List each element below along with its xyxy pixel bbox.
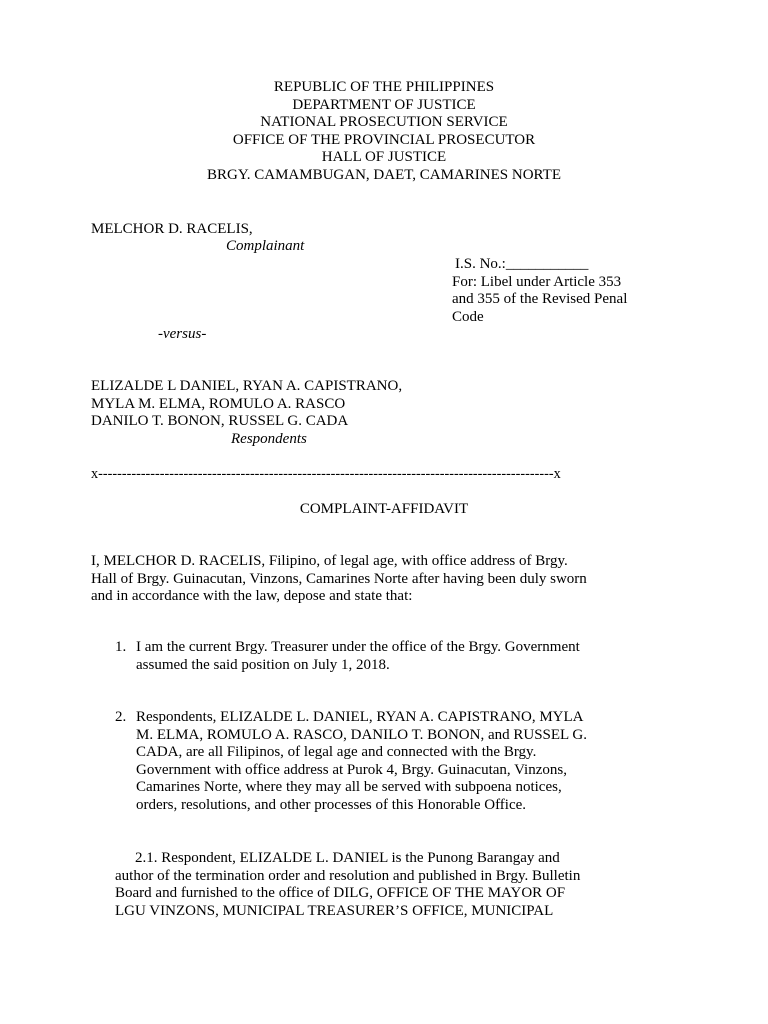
intro-line1: I, MELCHOR D. RACELIS, Filipino, of legal age, with office address of Brgy. xyxy=(91,553,568,569)
item1-number: 1. xyxy=(115,639,127,655)
item2-text xyxy=(136,709,587,815)
item2-line3: CADA, are all Filipinos, of legal age and connected with the Brgy. xyxy=(136,744,537,761)
case-offense-line3: Code xyxy=(452,308,484,325)
complainant-name: MELCHOR D. RACELIS, xyxy=(91,221,253,237)
case-offense-line2: and 355 of the Revised Penal xyxy=(452,291,628,307)
respondents-role: Respondents xyxy=(231,430,307,447)
header-hall: HALL OF JUSTICE xyxy=(321,149,447,165)
intro-line3: and in accordance with the law, depose and state that: xyxy=(91,588,413,605)
item2-line5: Camarines Norte, where they may all be served with subpoena notices, xyxy=(136,779,562,796)
item1-line2: assumed the said position on July 1, 2018. xyxy=(136,656,390,673)
item2-1-line2: author of the termination order and resolution and published in Brgy. Bulletin xyxy=(115,867,581,884)
header-department: DEPARTMENT OF JUSTICE xyxy=(292,96,476,113)
case-is-number: I.S. No.:___________ xyxy=(455,256,589,272)
item1-line1: I am the current Brgy. Treasurer under the office of the Brgy. Government xyxy=(136,639,580,655)
respondents-line2: MYLA M. ELMA, ROMULO A. RASCO xyxy=(91,395,346,412)
header-service: NATIONAL PROSECUTION SERVICE xyxy=(260,114,508,130)
item2-line6: orders, resolutions, and other processes of this Honorable Office. xyxy=(136,796,527,813)
item2-1-line3: Board and furnished to the office of DILG, OFFICE OF THE MAYOR OF xyxy=(115,885,566,902)
complainant-role: Complainant xyxy=(226,238,305,254)
item2-1-text xyxy=(115,850,580,920)
item2-line4: Government with office address at Purok 4, Brgy. Guinacutan, Vinzons, xyxy=(136,761,567,778)
item2-number: 2. xyxy=(115,709,127,725)
intro-paragraph xyxy=(91,553,587,606)
document-title: COMPLAINT-AFFIDAVIT xyxy=(299,501,469,517)
header-office: OFFICE OF THE PROVINCIAL PROSECUTOR xyxy=(232,131,536,148)
item2-1-line1: 2.1. Respondent, ELIZALDE L. DANIEL is the Punong Barangay and xyxy=(135,850,560,866)
item2-1-line4: LGU VINZONS, MUNICIPAL TREASURER’S OFFICE, MUNICIPAL xyxy=(115,902,554,919)
respondents-line1: ELIZALDE L DANIEL, RYAN A. CAPISTRANO, xyxy=(91,378,403,394)
case-offense-line1: For: Libel under Article 353 xyxy=(452,273,622,290)
versus-label: -versus- xyxy=(158,326,207,342)
header-address: BRGY. CAMAMBUGAN, DAET, CAMARINES NORTE xyxy=(207,166,561,183)
header-republic: REPUBLIC OF THE PHILIPPINES xyxy=(273,79,495,95)
respondents-line3: DANILO T. BONON, RUSSEL G. CADA xyxy=(91,413,349,429)
intro-line2: Hall of Brgy. Guinacutan, Vinzons, Camarines Norte after having been duly sworn xyxy=(91,570,587,587)
separator-line: x------------------------------------------------------------------------------------------------x xyxy=(91,466,561,482)
item1-text xyxy=(136,639,580,674)
item2-line2: M. ELMA, ROMULO A. RASCO, DANILO T. BONON, and RUSSEL G. xyxy=(136,726,587,743)
item2-line1: Respondents, ELIZALDE L. DANIEL, RYAN A. CAPISTRANO, MYLA xyxy=(136,709,584,725)
